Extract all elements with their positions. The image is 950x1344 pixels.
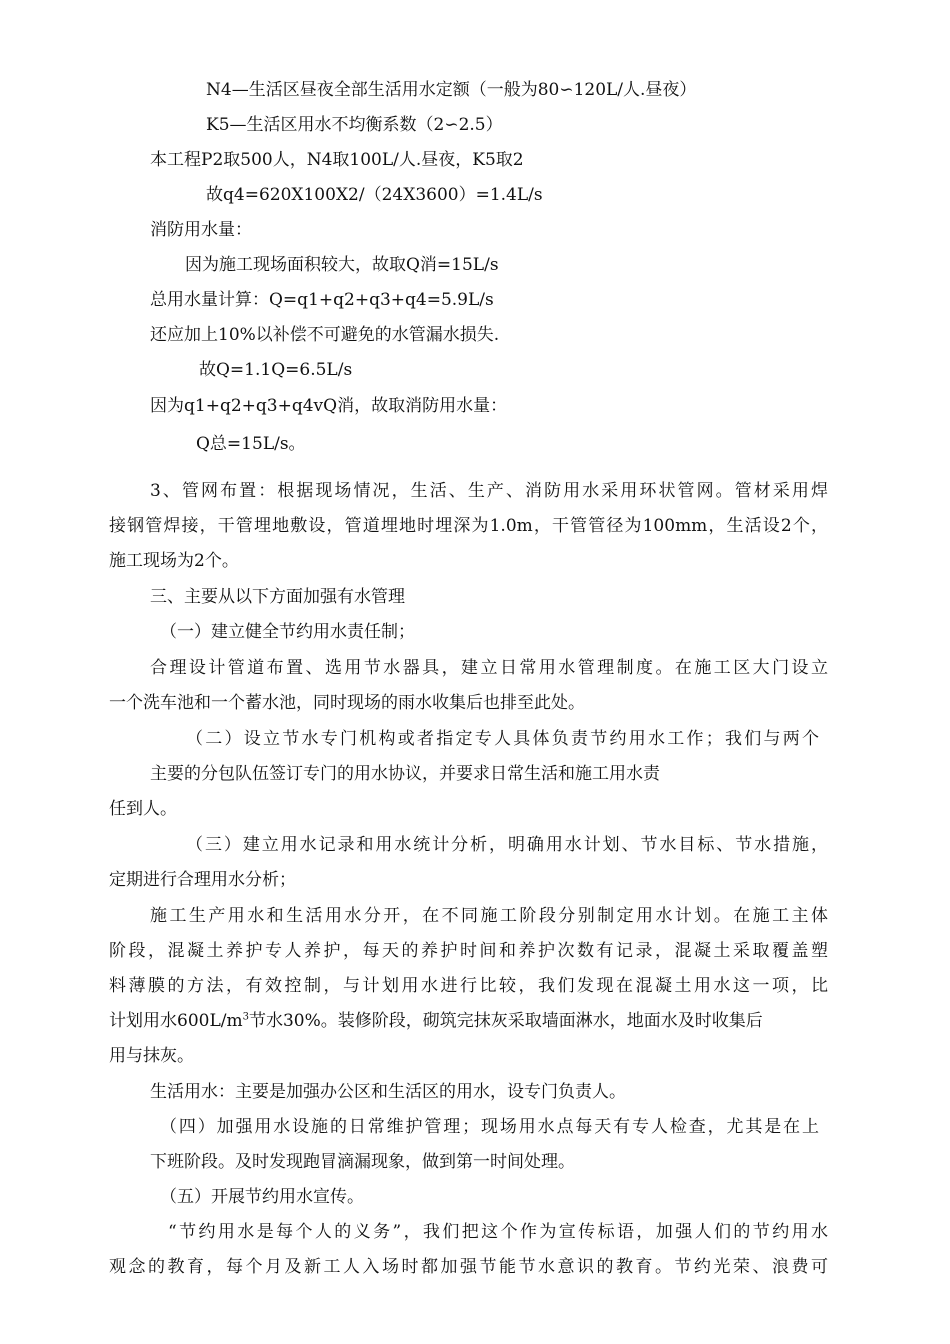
text-segment: 节水30%。装修阶段，砌筑完抹灰采取墙面淋水，地面水及时收集后: [248, 1011, 763, 1031]
text-line: 定期进行合理用水分析；: [109, 870, 296, 890]
text-line: 阶段，混凝土养护专人养护，每天的养护时间和养护次数有记录，混凝土采取覆盖塑: [109, 941, 828, 961]
text-line: Q总=15L/s。: [196, 434, 306, 454]
text-line-with-unit: [109, 1010, 763, 1032]
text-line: 总用水量计算：Q=q1+q2+q3+q4=5.9L/s: [150, 290, 494, 310]
text-line: 本工程P2取500人，N4取100L/人.昼夜，K5取2: [150, 150, 524, 170]
text-line: “节约用水是每个人的义务”，我们把这个作为宣传标语，加强人们的节约用水: [168, 1222, 828, 1242]
text-line: 下班阶段。及时发现跑冒滴漏现象，做到第一时间处理。: [150, 1152, 575, 1172]
text-line: （四）加强用水设施的日常维护管理；现场用水点每天有专人检查，尤其是在上: [160, 1117, 819, 1137]
text-line: 施工生产用水和生活用水分开，在不同施工阶段分别制定用水计划。在施工主体: [150, 906, 828, 926]
text-line: 故q4=620X100X2/（24X3600）=1.4L/s: [206, 185, 543, 205]
text-line: （三）建立用水记录和用水统计分析，明确用水计划、节水目标、节水措施，: [186, 835, 828, 855]
superscript: 3: [242, 1011, 249, 1023]
text-line: 一个洗车池和一个蓄水池，同时现场的雨水收集后也排至此处。: [109, 693, 585, 713]
text-line: 生活用水：主要是加强办公区和生活区的用水，设专门负责人。: [150, 1082, 626, 1102]
text-line: 故Q=1.1Q=6.5L/s: [199, 360, 353, 380]
text-line: 接钢管焊接，干管埋地敷设，管道埋地时埋深为1.0m，干管管径为100mm，生活设2个，: [109, 516, 828, 536]
text-line: 料薄膜的方法，有效控制，与计划用水进行比较，我们发现在混凝土用水这一项，比: [109, 976, 828, 996]
text-line: 还应加上10%以补偿不可避免的水管漏水损失.: [150, 325, 500, 345]
text-line: 因为q1+q2+q3+q4vQ消，故取消防用水量：: [150, 396, 508, 416]
text-line: 观念的教育，每个月及新工人入场时都加强节能节水意识的教育。节约光荣、浪费可: [109, 1257, 828, 1277]
text-line: N4—生活区昼夜全部生活用水定额（一般为80∽120L/人.昼夜）: [206, 80, 697, 100]
subsection-heading: （一）建立健全节约用水责任制；: [160, 622, 415, 642]
section-heading: 三、主要从以下方面加强有水管理: [150, 587, 405, 607]
text-line: 任到人。: [109, 799, 177, 819]
text-line: 主要的分包队伍签订专门的用水协议，并要求日常生活和施工用水责: [150, 764, 660, 784]
text-line: 因为施工现场面积较大，故取Q消=15L/s: [185, 255, 499, 275]
text-line: 3、管网布置：根据现场情况，生活、生产、消防用水采用环状管网。管材采用焊: [150, 481, 828, 501]
text-line: 用与抹灰。: [109, 1046, 194, 1066]
text-line: 合理设计管道布置、选用节水器具，建立日常用水管理制度。在施工区大门设立: [150, 658, 828, 678]
text-line: 施工现场为2个。: [109, 551, 239, 571]
subsection-heading: （五）开展节约用水宣传。: [160, 1187, 364, 1207]
text-segment: 计划用水600L/m: [109, 1011, 243, 1031]
text-line: K5—生活区用水不均衡系数（2∽2.5）: [206, 115, 503, 135]
text-line: （二）设立节水专门机构或者指定专人具体负责节约用水工作；我们与两个: [186, 729, 819, 749]
text-line: 消防用水量：: [150, 220, 252, 240]
